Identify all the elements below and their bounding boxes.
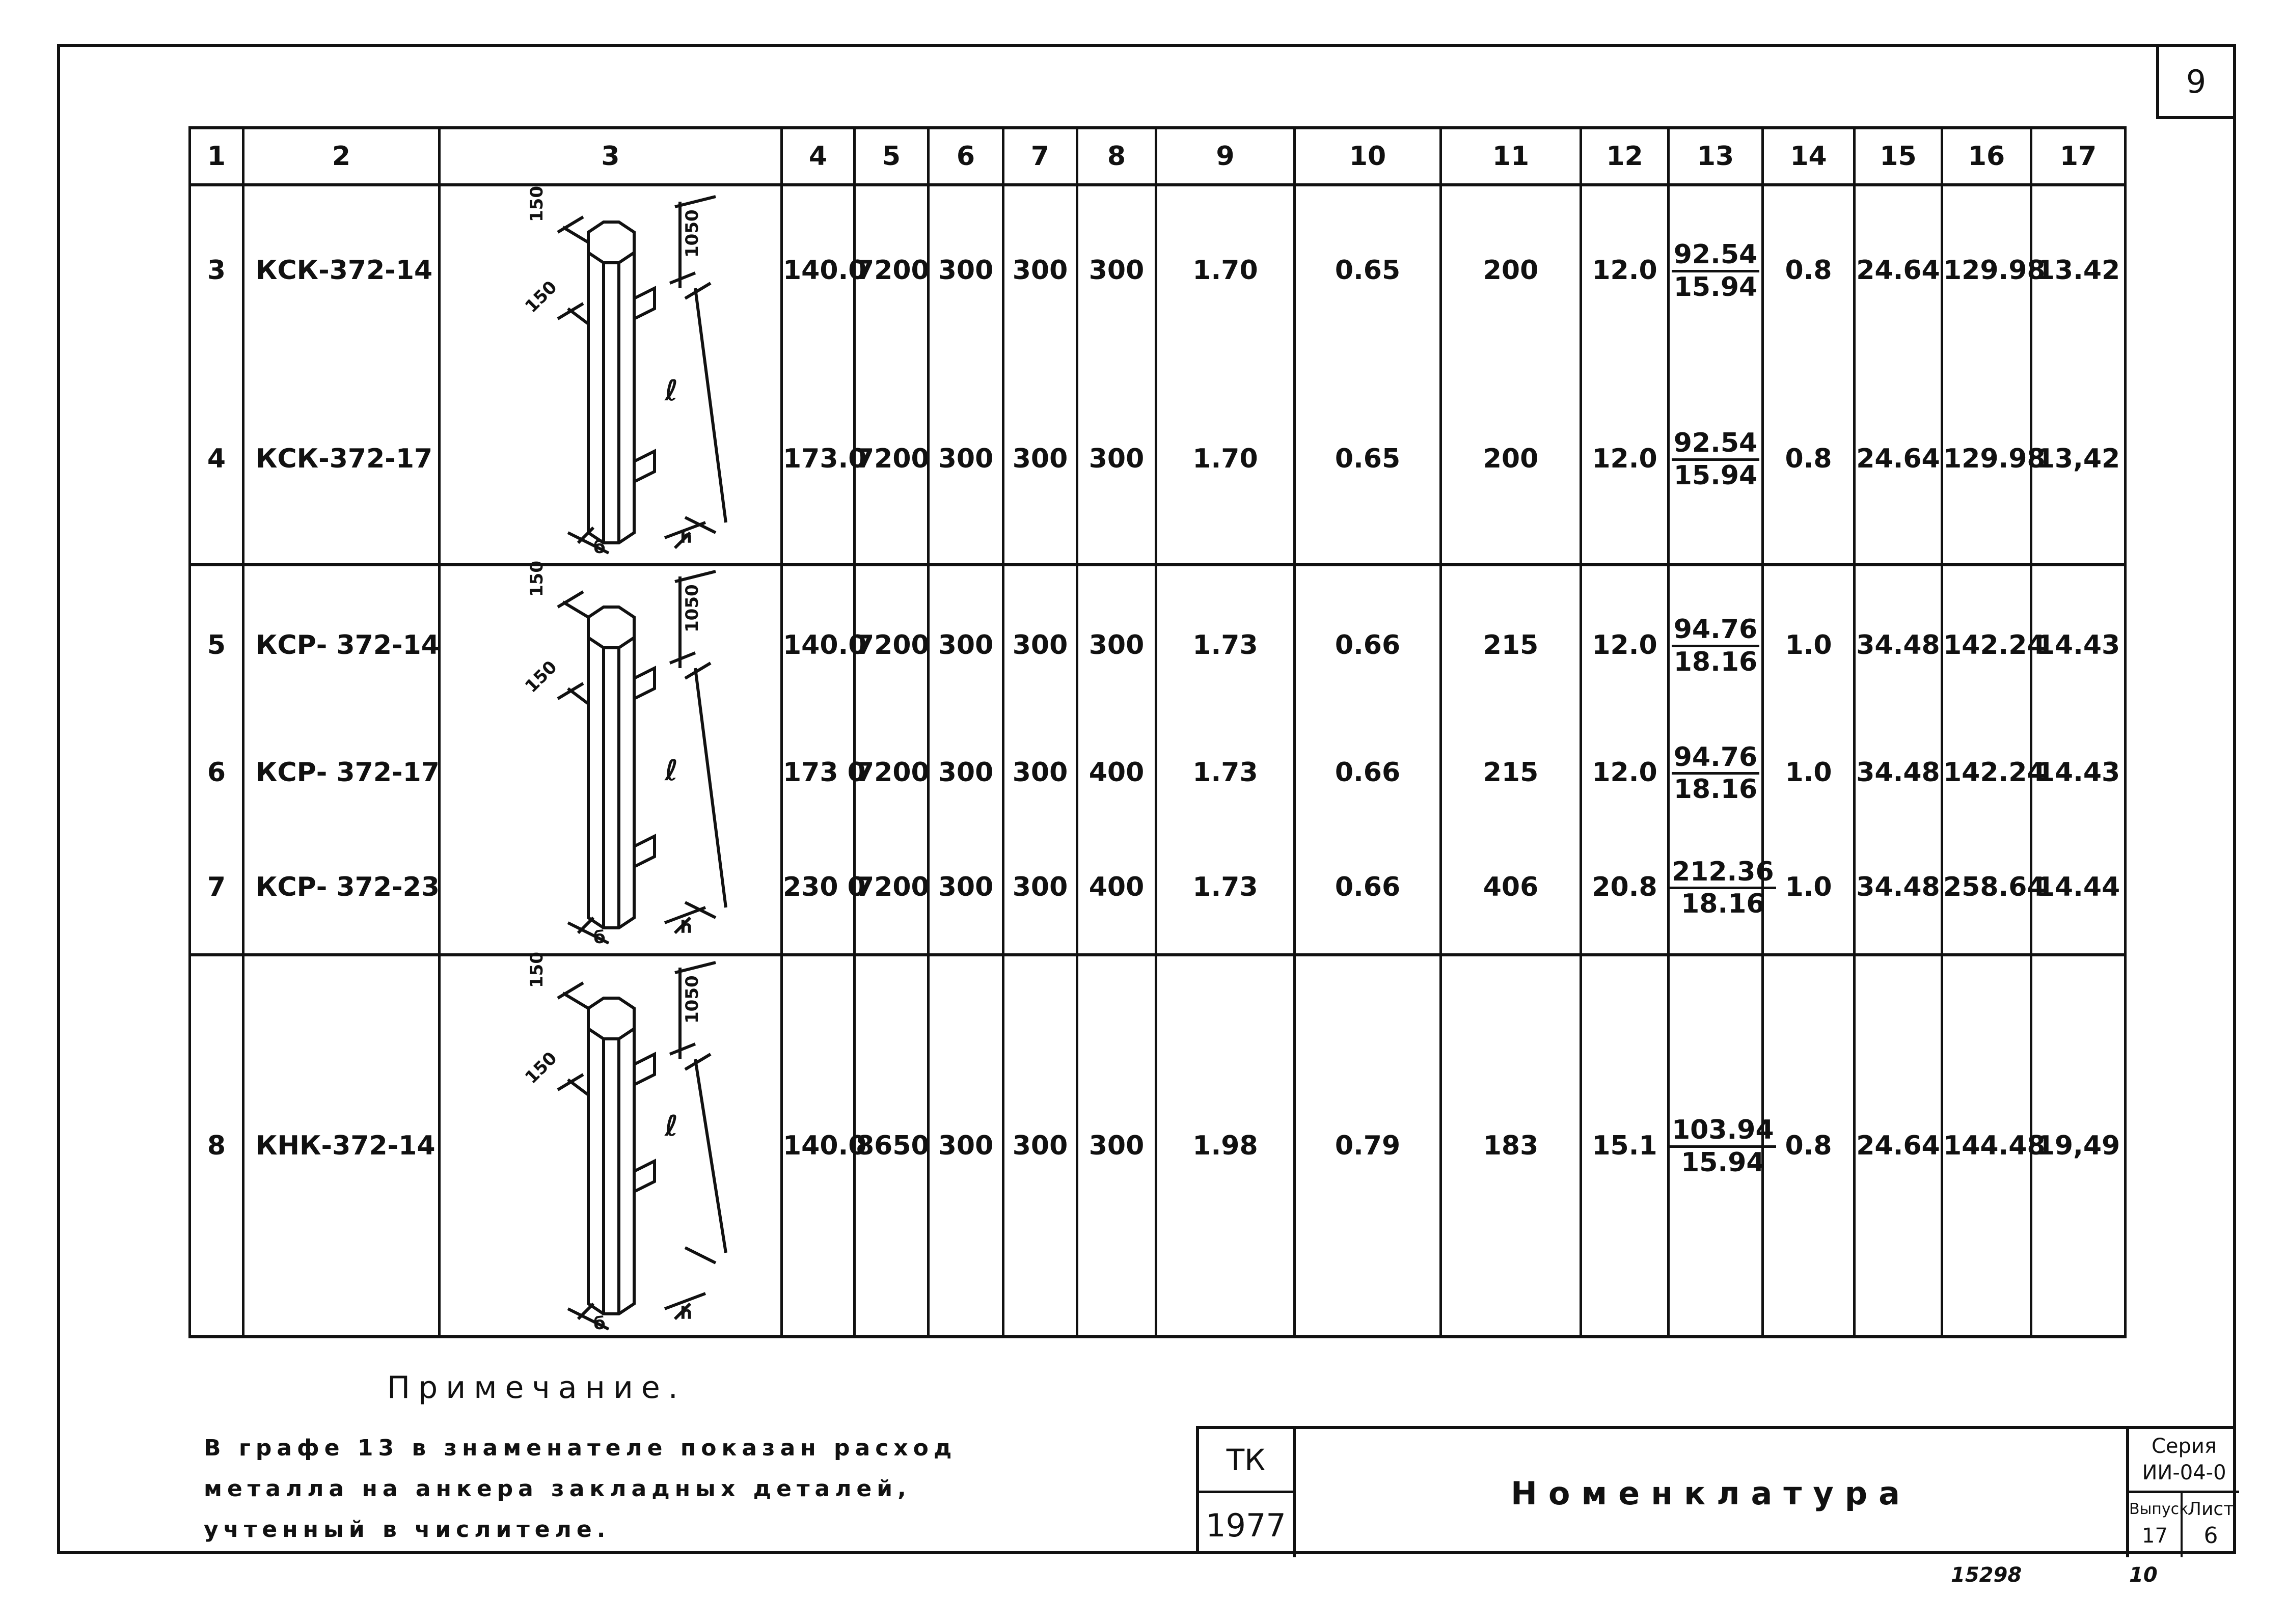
cell-c7: 300 (1003, 185, 1077, 354)
cell-c4: 140.0 (782, 955, 855, 1337)
column-sketch-figure (440, 185, 782, 565)
column-sketch-figure (440, 561, 782, 955)
dim-depth-label: h (680, 527, 693, 547)
cell-c11: 215 (1441, 724, 1581, 821)
cell-c5: 7200 (855, 354, 929, 565)
dim-side-label: 150 (521, 656, 561, 697)
product-mark: КСР- 372-23 (243, 821, 440, 955)
metal-total: 94.76 (1672, 616, 1759, 647)
header-cell: 16 (1942, 128, 2031, 185)
cell-c15: 34.48 (1855, 565, 1942, 724)
cell-c5: 7200 (855, 185, 929, 354)
cell-c10: 0.65 (1295, 354, 1441, 565)
header-cell: 6 (929, 128, 1003, 185)
cell-c6: 300 (929, 185, 1003, 354)
note-title: Примечание. (387, 1370, 686, 1406)
cell-c8: 300 (1077, 185, 1156, 354)
cell-c16: 144.48 (1942, 955, 2031, 1337)
cell-c10: 0.79 (1295, 955, 1441, 1337)
cell-c14: 0.8 (1763, 185, 1855, 354)
column-sketch-figure (440, 952, 782, 1337)
header-row (190, 128, 2126, 185)
cell-c9: 1.70 (1156, 354, 1295, 565)
stamp-tk: ТК (1199, 1429, 1296, 1493)
header-cell: 8 (1077, 128, 1156, 185)
metal-anchors: 15.94 (1673, 271, 1758, 302)
cell-c16: 142.24 (1942, 724, 2031, 821)
cell-c12: 12.0 (1581, 724, 1669, 821)
cell-c13 (1669, 821, 1774, 955)
cell-c13 (1669, 565, 1763, 724)
column-sketch-icon (441, 186, 783, 563)
cell-c17: 14.43 (2031, 724, 2126, 821)
cell-c16: 129.98 (1942, 354, 2031, 565)
cell-c5: 7200 (855, 821, 929, 955)
cell-c6: 300 (929, 724, 1003, 821)
metal-anchors: 18.16 (1673, 646, 1758, 677)
archive-suffix: 10 (2129, 1563, 2158, 1587)
sheet-label: Лист (2187, 1499, 2235, 1520)
header-cell: 12 (1581, 128, 1669, 185)
archive-number: 15298 (1951, 1563, 2022, 1587)
dim-height-label: 1050 (682, 209, 702, 258)
cell-c14: 0.8 (1763, 955, 1855, 1337)
dim-height-label: 1050 (682, 584, 702, 632)
header-cell: 3 (440, 128, 782, 185)
header-cell: 14 (1763, 128, 1855, 185)
cell-c7: 300 (1003, 354, 1077, 565)
column-sketch-icon (441, 561, 783, 953)
page-number: 9 (2156, 44, 2236, 119)
cell-c17: 13,42 (2031, 354, 2126, 565)
cell-c14: 1.0 (1763, 724, 1855, 821)
cell-c13 (1669, 724, 1763, 821)
cell-c7: 300 (1003, 724, 1077, 821)
product-mark: КСР- 372-17 (243, 724, 440, 821)
cell-c10: 0.65 (1295, 185, 1441, 354)
header-cell: 15 (1855, 128, 1942, 185)
cell-c11: 200 (1441, 185, 1581, 354)
dim-top-label: 150 (527, 952, 547, 988)
cell-c7: 300 (1003, 821, 1077, 955)
metal-total: 103.94 (1670, 1116, 1776, 1148)
stamp-issue (2126, 1493, 2189, 1557)
header-cell: 1 (190, 128, 243, 185)
dim-width-label: б (593, 1313, 606, 1334)
cell-c13 (1669, 185, 1763, 354)
row-number: 4 (190, 354, 243, 565)
cell-c5: 8650 (855, 955, 929, 1337)
dim-length-label: ℓ (665, 754, 678, 787)
cell-c11: 200 (1441, 354, 1581, 565)
product-mark: КСК-372-14 (243, 185, 440, 354)
note-block (204, 1370, 957, 1550)
cell-c12: 15.1 (1581, 955, 1669, 1337)
sheet-value: 6 (2203, 1523, 2218, 1549)
cell-c15: 34.48 (1855, 821, 1942, 955)
cell-c9: 1.73 (1156, 821, 1295, 955)
table-row (190, 955, 2126, 1337)
cell-c17: 14.43 (2031, 565, 2126, 724)
stamp-sheet (2183, 1493, 2239, 1557)
row-number: 3 (190, 185, 243, 354)
metal-total: 92.54 (1672, 241, 1759, 272)
cell-c12: 12.0 (1581, 185, 1669, 354)
dim-side-label: 150 (521, 277, 561, 317)
cell-c8: 400 (1077, 724, 1156, 821)
dim-width-label: б (593, 927, 606, 948)
metal-total: 92.54 (1672, 429, 1759, 461)
dim-length-label: ℓ (665, 1110, 678, 1143)
title-block (1196, 1426, 2236, 1554)
header-cell: 10 (1295, 128, 1441, 185)
cell-c6: 300 (929, 955, 1003, 1337)
cell-c14: 1.0 (1763, 821, 1855, 955)
series-label: Серия (2152, 1435, 2217, 1458)
product-mark: КНК-372-14 (243, 955, 440, 1337)
row-number: 6 (190, 724, 243, 821)
dim-height-label: 1050 (682, 975, 702, 1024)
cell-c11: 406 (1441, 821, 1581, 955)
note-line: В графе 13 в знаменателе показан расход (204, 1435, 957, 1461)
cell-c5: 7200 (855, 724, 929, 821)
cell-c11: 215 (1441, 565, 1581, 724)
dim-side-label: 150 (521, 1048, 561, 1088)
cell-c4: 140.0 (782, 185, 855, 354)
note-line: учтенный в числителе. (204, 1517, 611, 1543)
cell-c14: 0.8 (1763, 354, 1855, 565)
cell-c6: 300 (929, 821, 1003, 955)
cell-c8: 300 (1077, 354, 1156, 565)
cell-c17: 14.44 (2031, 821, 2126, 955)
cell-c17: 19,49 (2031, 955, 2126, 1337)
cell-c12: 12.0 (1581, 354, 1669, 565)
cell-c17: 13.42 (2031, 185, 2126, 354)
product-mark: КСК-372-17 (243, 354, 440, 565)
cell-c8: 400 (1077, 821, 1156, 955)
cell-c9: 1.70 (1156, 185, 1295, 354)
cell-c10: 0.66 (1295, 821, 1441, 955)
header-cell: 13 (1669, 128, 1763, 185)
dim-top-label: 150 (527, 186, 547, 222)
header-cell: 11 (1441, 128, 1581, 185)
cell-c4: 173.0 (782, 354, 855, 565)
metal-anchors: 15.94 (1681, 1147, 1765, 1178)
dim-width-label: б (593, 537, 606, 558)
column-sketch-icon (441, 952, 783, 1334)
cell-c8: 300 (1077, 565, 1156, 724)
series-value: ИИ-04-0 (2142, 1461, 2226, 1484)
header-cell: 4 (782, 128, 855, 185)
stamp-series (2126, 1429, 2239, 1493)
row-number: 8 (190, 955, 243, 1337)
cell-c9: 1.73 (1156, 724, 1295, 821)
header-cell: 7 (1003, 128, 1077, 185)
product-mark: КСР- 372-14 (243, 565, 440, 724)
nomenclature-table (188, 126, 2127, 1338)
cell-c13 (1669, 354, 1763, 565)
header-cell: 2 (243, 128, 440, 185)
header-cell: 5 (855, 128, 929, 185)
table-row (190, 565, 2126, 724)
issue-label: Выпуск (2129, 1500, 2189, 1518)
cell-c11: 183 (1441, 955, 1581, 1337)
dim-depth-label: h (680, 1303, 693, 1324)
cell-c12: 20.8 (1581, 821, 1669, 955)
stamp-sheet-name: Номенклатура (1511, 1474, 1911, 1512)
metal-total: 94.76 (1672, 744, 1759, 775)
metal-anchors: 18.16 (1681, 889, 1765, 920)
cell-c12: 12.0 (1581, 565, 1669, 724)
cell-c10: 0.66 (1295, 724, 1441, 821)
cell-c4: 173 0 (782, 724, 855, 821)
cell-c6: 300 (929, 565, 1003, 724)
note-line: металла на анкера закладных деталей, (204, 1476, 911, 1502)
metal-anchors: 18.16 (1673, 774, 1758, 805)
metal-anchors: 15.94 (1673, 460, 1758, 491)
table-row (190, 185, 2126, 354)
cell-c9: 1.98 (1156, 955, 1295, 1337)
dim-depth-label: h (680, 917, 693, 938)
cell-c5: 7200 (855, 565, 929, 724)
cell-c15: 24.64 (1855, 354, 1942, 565)
cell-c16: 129.98 (1942, 185, 2031, 354)
dim-top-label: 150 (527, 561, 547, 597)
cell-c7: 300 (1003, 955, 1077, 1337)
row-number: 5 (190, 565, 243, 724)
cell-c4: 140.0 (782, 565, 855, 724)
cell-c6: 300 (929, 354, 1003, 565)
dim-length-label: ℓ (665, 374, 678, 407)
cell-c8: 300 (1077, 955, 1156, 1337)
cell-c13 (1669, 955, 1774, 1337)
cell-c14: 1.0 (1763, 565, 1855, 724)
stamp-year: 1977 (1199, 1493, 1296, 1557)
cell-c15: 24.64 (1855, 955, 1942, 1337)
cell-c16: 142.24 (1942, 565, 2031, 724)
row-number: 7 (190, 821, 243, 955)
metal-total: 212.36 (1670, 858, 1776, 890)
cell-c9: 1.73 (1156, 565, 1295, 724)
cell-c4: 230 0 (782, 821, 855, 955)
cell-c10: 0.66 (1295, 565, 1441, 724)
cell-c16: 258.64 (1942, 821, 2031, 955)
cell-c15: 34.48 (1855, 724, 1942, 821)
header-cell: 9 (1156, 128, 1295, 185)
issue-value: 17 (2142, 1524, 2168, 1548)
cell-c15: 24.64 (1855, 185, 1942, 354)
cell-c7: 300 (1003, 565, 1077, 724)
header-cell: 17 (2031, 128, 2126, 185)
